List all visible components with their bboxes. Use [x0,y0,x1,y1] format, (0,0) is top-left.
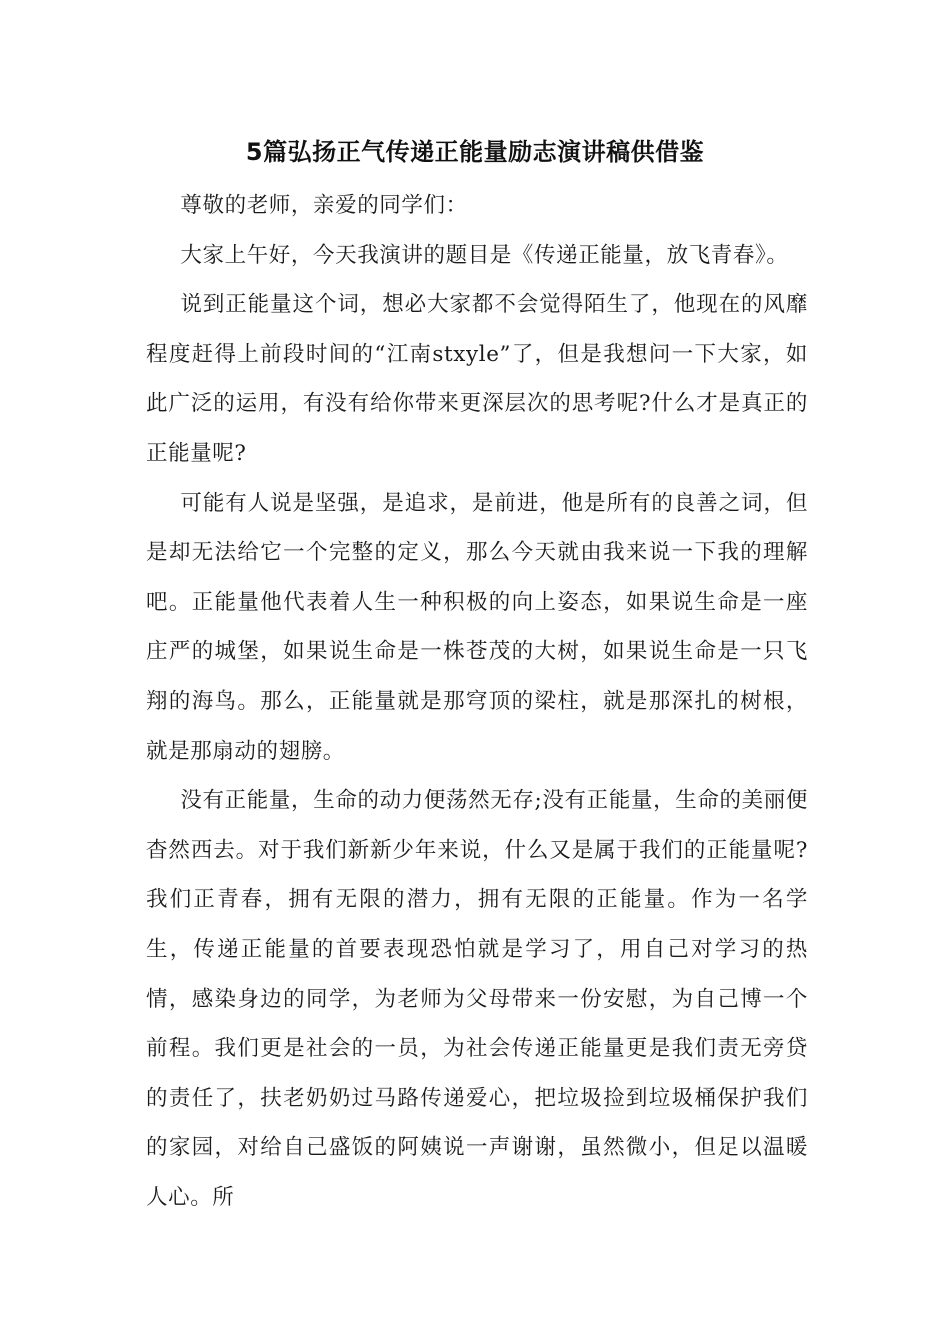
body-paragraph: 说到正能量这个词，想必大家都不会觉得陌生了，他现在的风靡程度赶得上前段时间的“江南stxyle”了，但是我想问一下大家，如此广泛的运用，有没有给你带来更深层次的思考呢?什么才是真正的正能量呢? [146,292,808,466]
document-body [146,181,808,1222]
opening-paragraph: 大家上午好，今天我演讲的题目是《传递正能量，放飞青春》。 [180,242,789,268]
body-paragraph: 没有正能量，生命的动力便荡然无存;没有正能量，生命的美丽便杳然西去。对于我们新新少年来说，什么又是属于我们的正能量呢?我们正青春，拥有无限的潜力，拥有无限的正能量。作为一名学生，传递正能量的首要表现恐怕就是学习了，用自己对学习的热情，感染身边的同学，为老师为父母带来一份安慰，为自己博一个前程。我们更是社会的一员，为社会传递正能量更是我们责无旁贷的责任了，扶老奶奶过马路传递爱心，把垃圾捡到垃圾桶保护我们的家园，对给自己盛饭的阿姨说一声谢谢，虽然微小，但足以温暖人心。所 [146,788,808,1210]
document-title: 5篇弘扬正气传递正能量励志演讲稿供借鉴 [245,138,705,166]
salutation-paragraph: 尊敬的老师，亲爱的同学们： [180,193,468,218]
body-paragraph: 可能有人说是坚强，是追求，是前进，他是所有的良善之词，但是却无法给它一个完整的定义，那么今天就由我来说一下我的理解吧。正能量他代表着人生一种积极的向上姿态，如果说生命是一座庄严的城堡，如果说生命是一株苍茂的大树，如果说生命是一只飞翔的海鸟。那么，正能量就是那穹顶的梁柱，就是那深扎的树根，就是那扇动的翅膀。 [146,490,808,764]
